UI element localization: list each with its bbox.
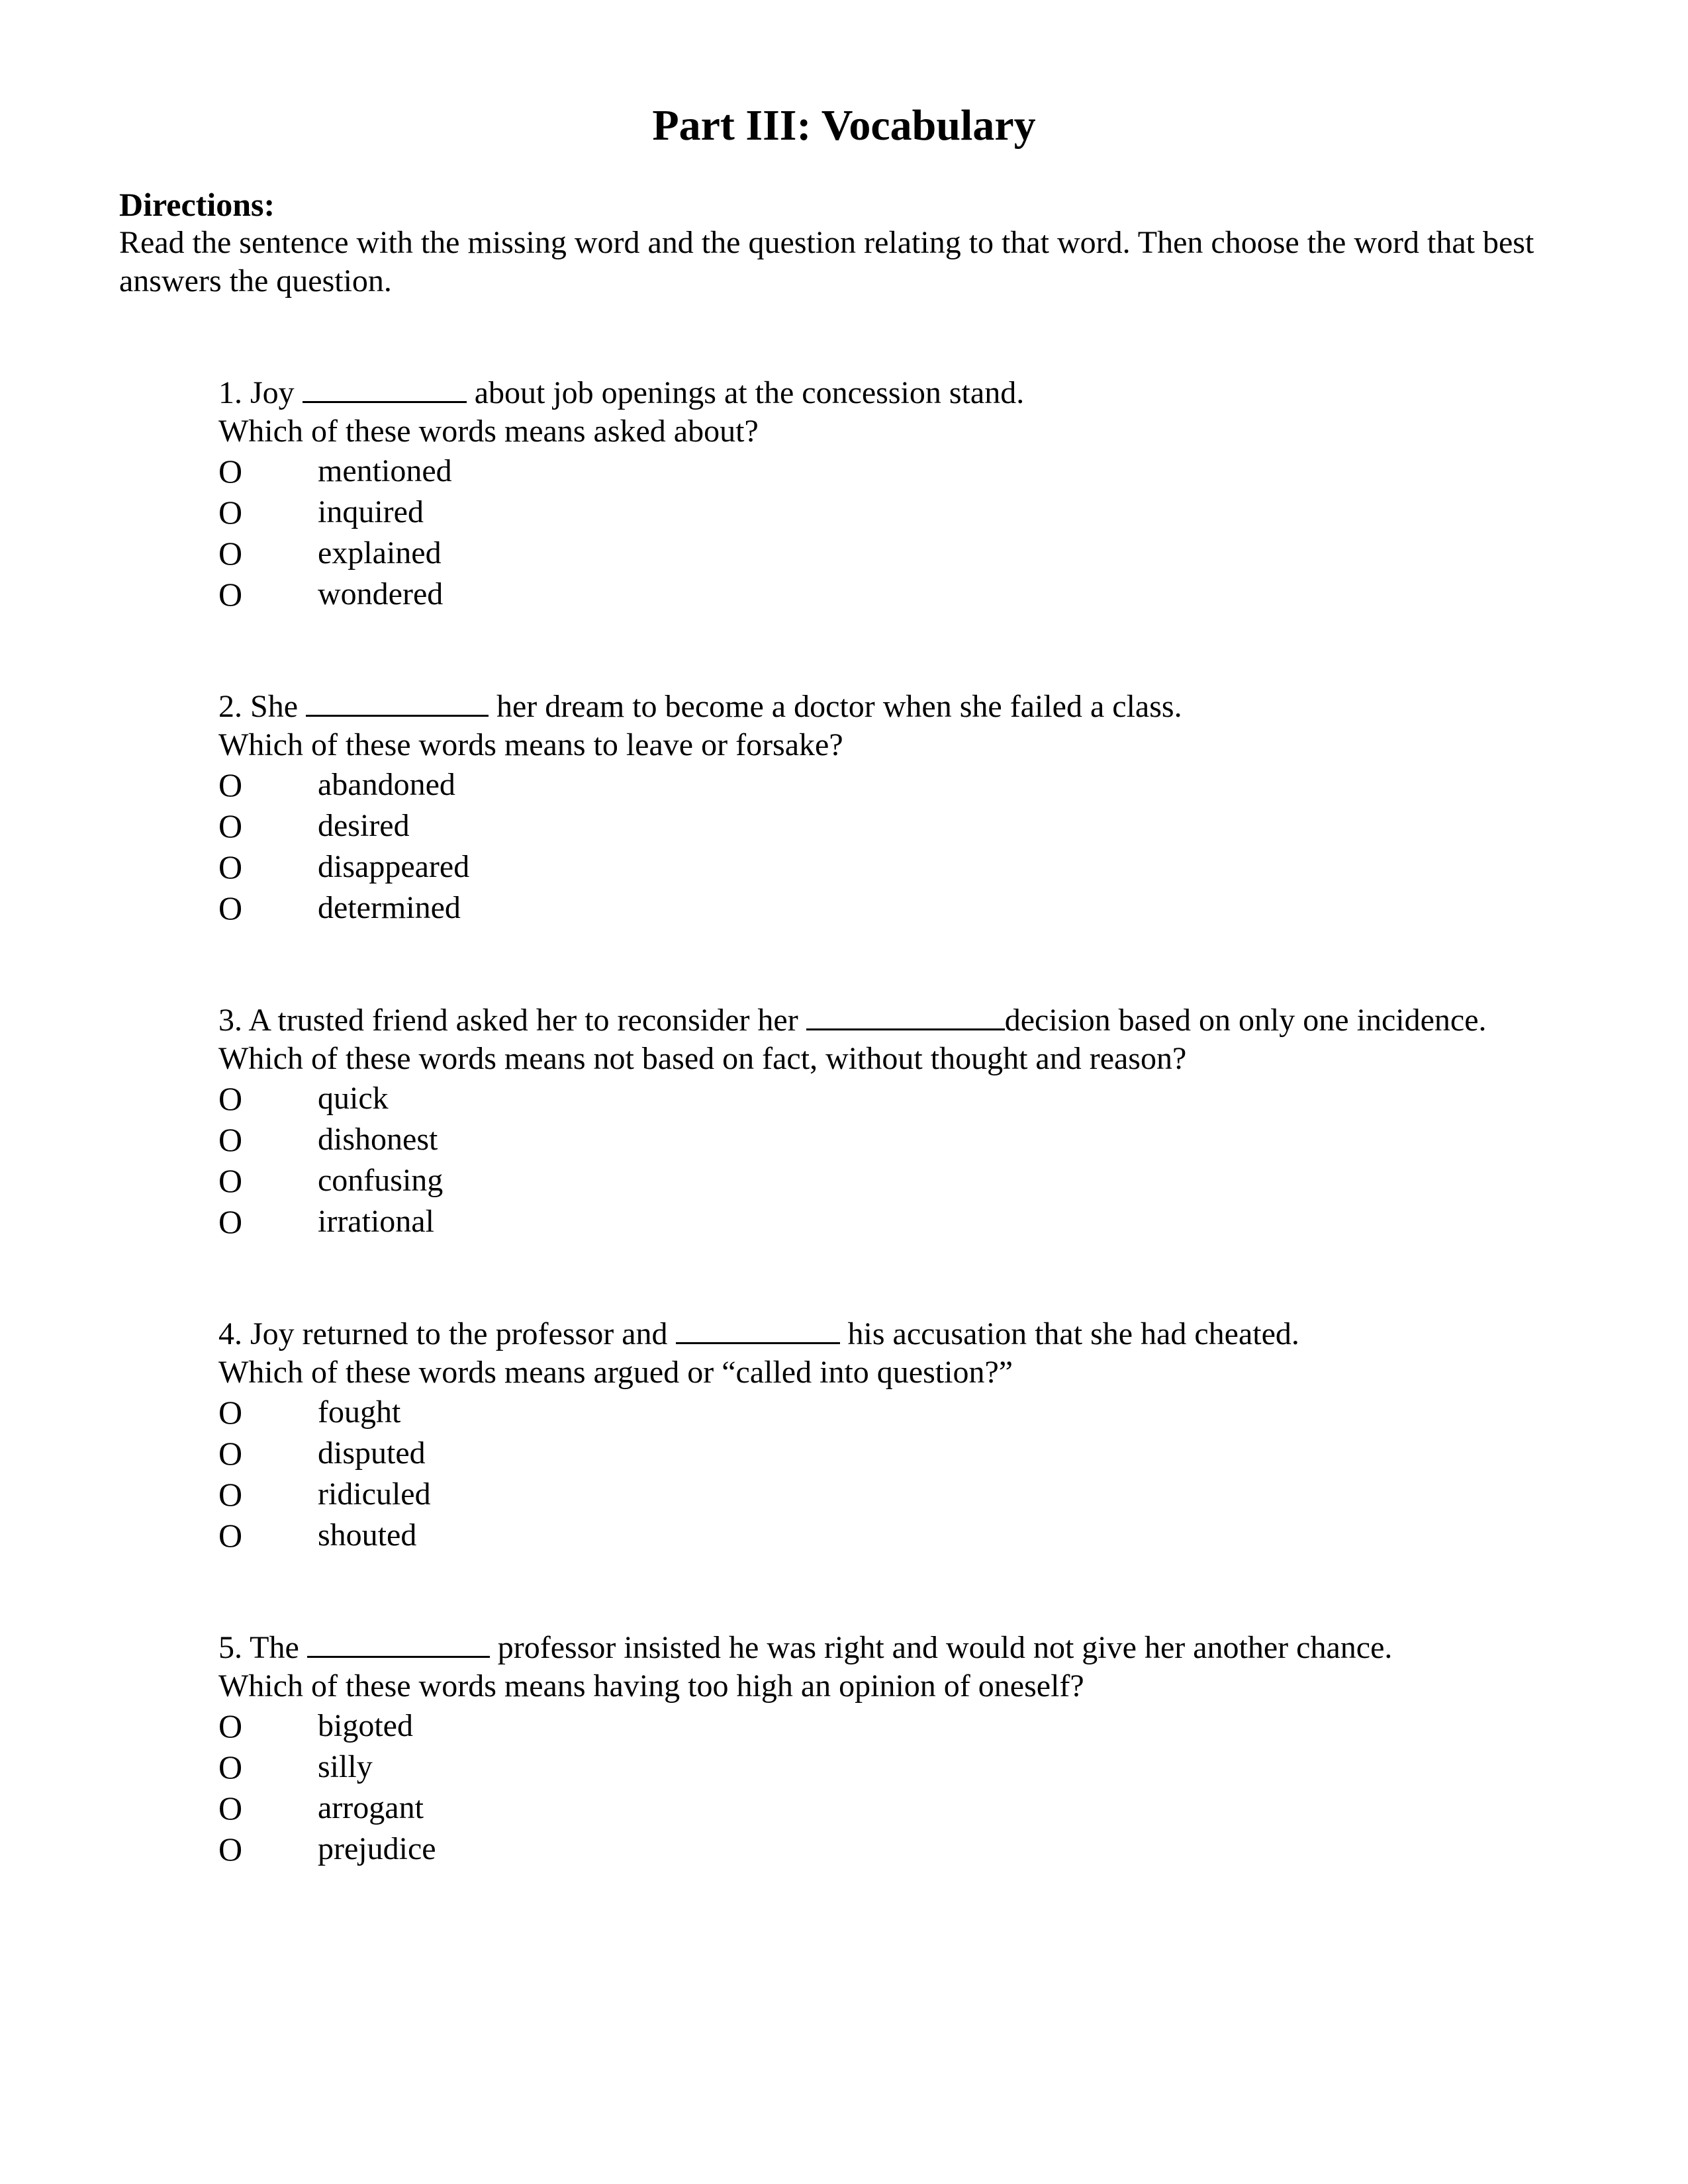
answer-option[interactable]: [218, 1515, 1609, 1556]
answer-bubble[interactable]: O: [218, 1435, 243, 1472]
answer-option[interactable]: [218, 1433, 1609, 1474]
question-prompt: Which of these words means not based on fact, without thought and reason?: [218, 1041, 1187, 1076]
answer-option[interactable]: [218, 1788, 1609, 1829]
answer-option[interactable]: [218, 1706, 1609, 1747]
option-label: dishonest: [318, 1122, 438, 1157]
answer-bubble[interactable]: O: [218, 889, 243, 927]
option-label: wondered: [318, 576, 444, 612]
answer-option[interactable]: [218, 1829, 1609, 1870]
question-stem: [218, 1315, 1609, 1353]
answer-bubble[interactable]: O: [218, 1080, 243, 1117]
option-label: mentioned: [318, 453, 452, 488]
option-label: disputed: [318, 1435, 426, 1471]
answer-bubble[interactable]: O: [218, 1517, 243, 1554]
answer-bubble[interactable]: O: [218, 494, 243, 531]
option-label: prejudice: [318, 1831, 436, 1866]
answer-bubble[interactable]: O: [218, 453, 243, 490]
question-stem: [218, 688, 1609, 726]
question-prompt: Which of these words means asked about?: [218, 414, 759, 449]
stem-after: her dream to become a doctor when she failed a class.: [496, 689, 1182, 724]
option-label: bigoted: [318, 1708, 413, 1743]
stem-before: 1. Joy: [218, 375, 295, 410]
answer-blank: [676, 1317, 840, 1344]
answer-bubble[interactable]: O: [218, 1749, 243, 1786]
question-4: [218, 1315, 1609, 1629]
question-prompt: Which of these words means argued or “called into question?”: [218, 1355, 1013, 1390]
answer-option[interactable]: [218, 492, 1609, 533]
directions-heading: Directions:: [119, 186, 275, 223]
answer-bubble[interactable]: O: [218, 848, 243, 886]
option-label: confusing: [318, 1163, 444, 1198]
question-prompt: Which of these words means having too high an opinion of oneself?: [218, 1668, 1084, 1704]
answer-bubble[interactable]: O: [218, 1121, 243, 1158]
stem-before: 3. A trusted friend asked her to reconsider her: [218, 1003, 798, 1038]
answer-bubble[interactable]: O: [218, 1162, 243, 1199]
answer-bubble[interactable]: O: [218, 535, 243, 572]
answer-blank: [307, 1631, 490, 1658]
question-stem: [218, 1629, 1609, 1667]
stem-after: decision based on only one incidence.: [1004, 1003, 1487, 1038]
answer-bubble[interactable]: O: [218, 807, 243, 844]
option-label: fought: [318, 1394, 401, 1430]
option-label: abandoned: [318, 767, 455, 802]
answer-option[interactable]: [218, 764, 1609, 805]
answer-option[interactable]: [218, 1078, 1609, 1119]
directions: [119, 185, 1549, 300]
directions-text: Read the sentence with the missing word and the question relating to that word. Then choose the word that best answers the question.: [119, 225, 1534, 298]
answer-bubble[interactable]: O: [218, 1831, 243, 1868]
answer-bubble[interactable]: O: [218, 766, 243, 803]
stem-after: about job openings at the concession stand.: [474, 375, 1025, 410]
answer-option[interactable]: [218, 846, 1609, 887]
answer-option[interactable]: [218, 451, 1609, 492]
answer-bubble[interactable]: O: [218, 1707, 243, 1745]
stem-before: 2. She: [218, 689, 298, 724]
question-1: [218, 374, 1609, 688]
option-label: disappeared: [318, 849, 470, 884]
page-title: Part III: Vocabulary: [652, 101, 1036, 150]
answer-option[interactable]: [218, 1160, 1609, 1201]
answer-bubble[interactable]: O: [218, 1476, 243, 1513]
question-5: [218, 1629, 1609, 1942]
option-label: irrational: [318, 1204, 434, 1239]
answer-option[interactable]: [218, 1474, 1609, 1515]
answer-bubble[interactable]: O: [218, 1394, 243, 1431]
stem-before: 4. Joy returned to the professor and: [218, 1316, 668, 1351]
answer-option[interactable]: [218, 1119, 1609, 1160]
answer-option[interactable]: [218, 1747, 1609, 1788]
stem-after: his accusation that she had cheated.: [847, 1316, 1299, 1351]
answer-option[interactable]: [218, 574, 1609, 615]
option-label: silly: [318, 1749, 373, 1784]
answer-bubble[interactable]: O: [218, 1790, 243, 1827]
option-label: quick: [318, 1081, 389, 1116]
question-2: [218, 688, 1609, 1001]
question-list: [218, 374, 1609, 1942]
answer-blank: [303, 376, 467, 403]
stem-after: professor insisted he was right and would not give her another chance.: [497, 1630, 1393, 1665]
answer-option[interactable]: [218, 887, 1609, 929]
answer-option[interactable]: [218, 1392, 1609, 1433]
option-label: inquired: [318, 494, 424, 529]
option-label: determined: [318, 890, 461, 925]
answer-option[interactable]: [218, 805, 1609, 846]
option-label: explained: [318, 535, 442, 570]
question-3: [218, 1001, 1609, 1315]
option-label: ridiculed: [318, 1477, 431, 1512]
answer-option[interactable]: [218, 1201, 1609, 1242]
answer-blank: [806, 1003, 1005, 1030]
stem-before: 5. The: [218, 1630, 299, 1665]
answer-bubble[interactable]: O: [218, 1203, 243, 1240]
option-label: desired: [318, 808, 410, 843]
question-prompt: Which of these words means to leave or forsake?: [218, 727, 843, 762]
option-label: shouted: [318, 1518, 417, 1553]
answer-blank: [306, 690, 489, 717]
option-label: arrogant: [318, 1790, 424, 1825]
answer-option[interactable]: [218, 533, 1609, 574]
question-stem: [218, 1001, 1609, 1040]
question-stem: [218, 374, 1609, 412]
answer-bubble[interactable]: O: [218, 576, 243, 613]
